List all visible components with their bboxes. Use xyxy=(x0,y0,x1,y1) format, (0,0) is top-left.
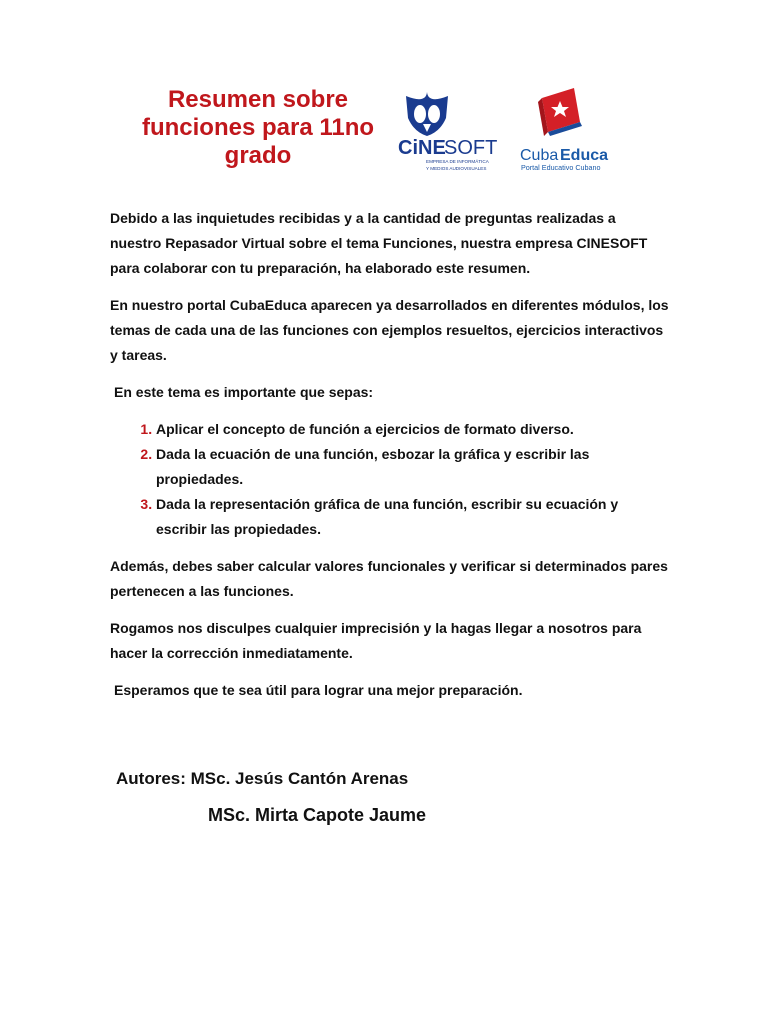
paragraph: Debido a las inquietudes recibidas y a la cantidad de preguntas realizadas a nuestro Repasador Virtual sobre el tema Funciones, nuestra empresa CINESOFT para colaborar con tu preparación, ha elaborado este resumen. xyxy=(110,210,648,276)
numbered-list xyxy=(110,417,670,542)
author-line-2: MSc. Mirta Capote Jaume xyxy=(208,805,427,825)
paragraph: Esperamos que te sea útil para lograr una mejor preparación. xyxy=(114,682,523,698)
title-line: Resumen sobre xyxy=(167,86,349,113)
document-title xyxy=(108,86,408,170)
authors-block xyxy=(116,766,676,828)
list-item: 1. Aplicar el concepto de función a ejercicios de formato diverso. xyxy=(156,417,670,442)
cinesoft-tagline-2: Y MEDIOS AUDIOVISUALES xyxy=(426,166,487,171)
paragraph: Además, debes saber calcular valores funcionales y verificar si determinados pares pertenecen a las funciones. xyxy=(110,558,668,599)
list-item: 3. Dada la representación gráfica de una función, escribir su ecuación y escribir las propiedades. xyxy=(156,492,670,542)
paragraph: Rogamos nos disculpes cualquier imprecisión y la hagas llegar a nosotros para hacer la corrección inmediatamente. xyxy=(110,620,642,661)
cubaeduca-tagline: Portal Educativo Cubano xyxy=(521,163,601,172)
title-line: funciones para 11no xyxy=(141,114,375,141)
paragraph: En nuestro portal CubaEduca aparecen ya desarrollados en diferentes módulos, los temas de cada una de las funciones con ejemplos resueltos, ejercicios interactivos y tareas. xyxy=(110,297,669,363)
cubaeduca-wordmark-a: Cuba xyxy=(520,147,559,164)
book-star-icon xyxy=(538,88,582,136)
cinesoft-logo xyxy=(396,92,506,176)
author-line-1: Autores: MSc. Jesús Cantón Arenas xyxy=(116,769,409,788)
cubaeduca-logo xyxy=(518,84,622,176)
list-item: 2. Dada la ecuación de una función, esbozar la gráfica y escribir las propiedades. xyxy=(156,442,670,492)
cinesoft-tagline-1: EMPRESA DE INFORMÁTICA xyxy=(426,159,489,164)
cubaeduca-wordmark-b: Educa xyxy=(560,147,609,164)
cinesoft-wordmark-a: CiNE xyxy=(398,137,446,159)
title-line: grado xyxy=(224,142,292,169)
document-body xyxy=(110,206,670,715)
cinesoft-wordmark-b: SOFT xyxy=(444,137,498,159)
paragraph-lead: En este tema es importante que sepas: xyxy=(114,384,374,400)
